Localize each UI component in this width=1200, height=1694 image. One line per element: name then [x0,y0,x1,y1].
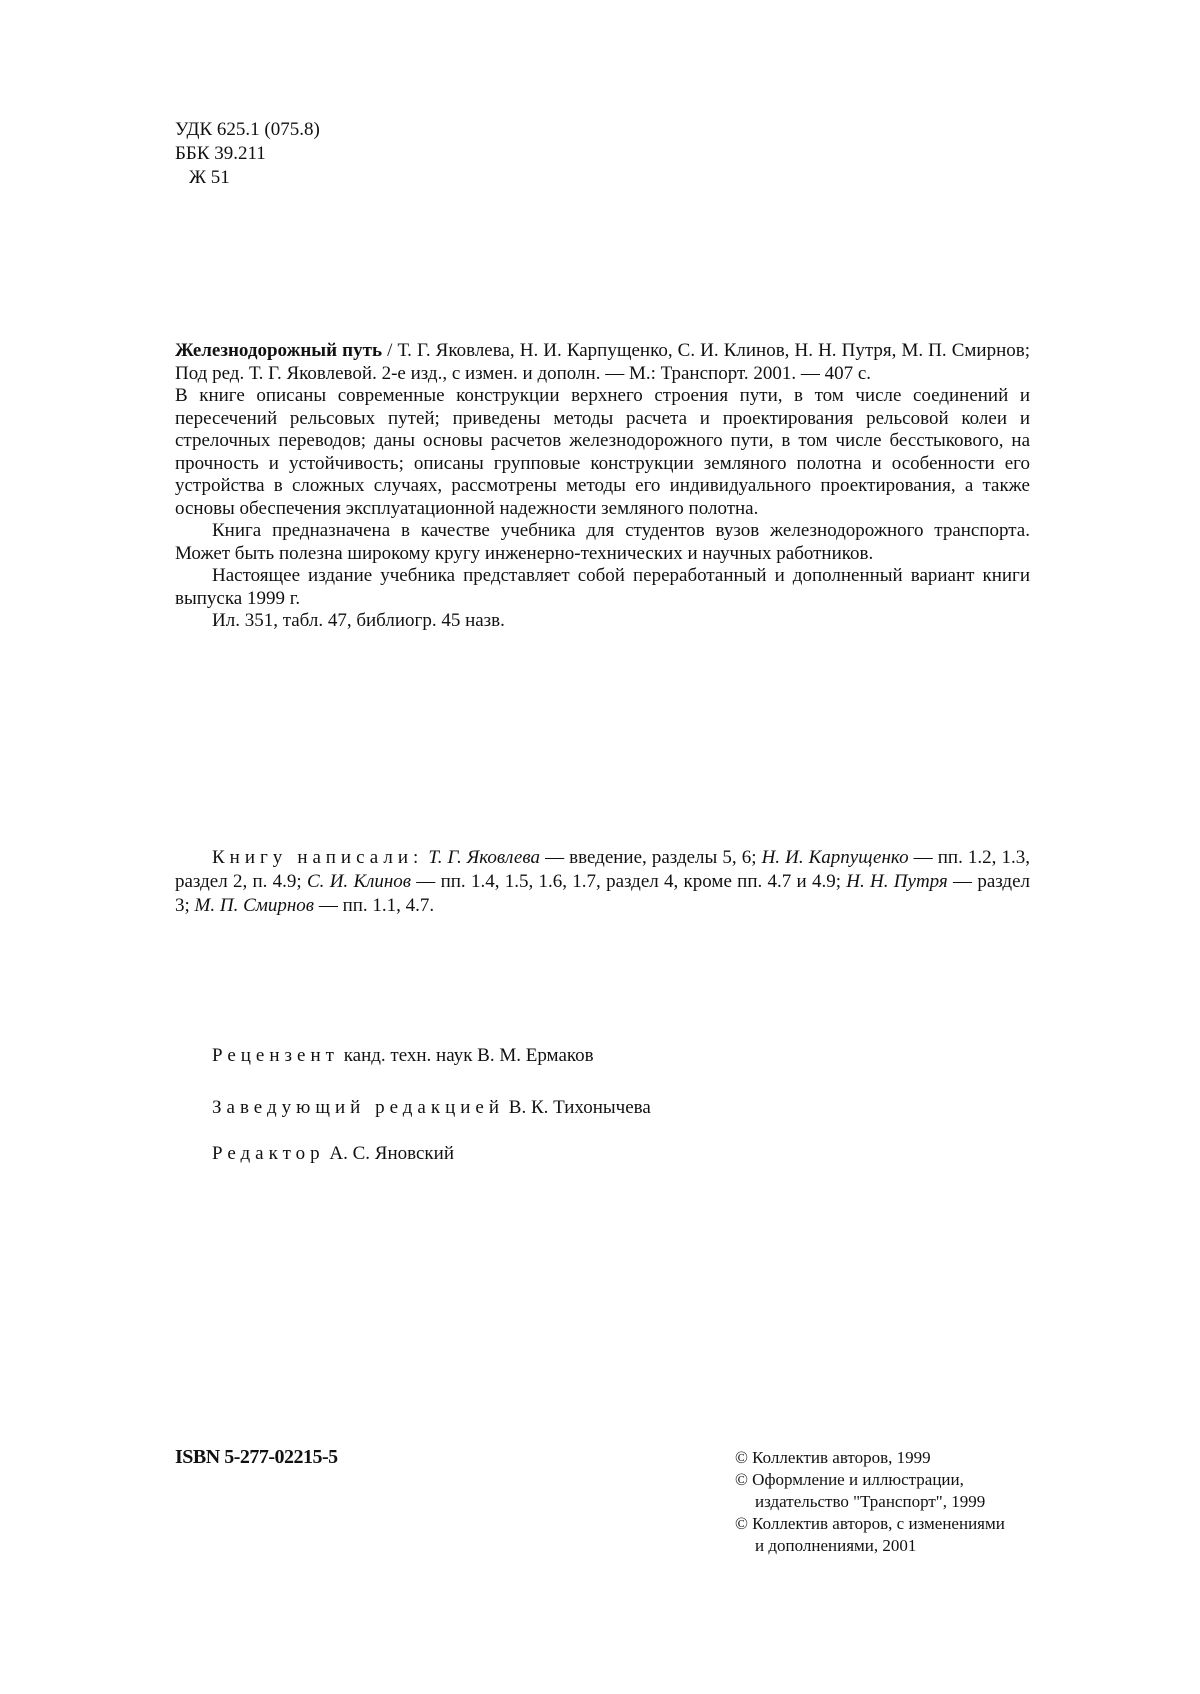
udk-code: УДК 625.1 (075.8) [175,119,320,140]
bbk-code: ББК 39.211 [175,143,266,164]
classification-codes [175,118,320,190]
annotation-paragraph-4: Ил. 351, табл. 47, библиогр. 45 назв. [212,610,505,631]
authors-block [175,846,1030,918]
author-name-2: Н. И. Карпущенко [761,847,909,868]
bibliographic-details: / Т. Г. Яковлева, Н. И. Карпущенко, С. И. Клинов, Н. Н. Путря, М. П. Смирнов; Под ред. Т. Г. Яковлевой. 2-е изд., с измен. и дополн. — М.: Транспорт. 2001. — 407 с. [175,340,1031,384]
editor-line [212,1142,454,1166]
author-name-3: С. И. Клинов [307,871,412,892]
editor-value: А. С. Яновский [324,1143,454,1164]
head-editor-value: В. К. Тихонычева [504,1097,651,1118]
annotation-paragraph-2: Книга предназначена в качестве учебника для студентов вузов железнодорожного транспорта. Может быть полезна широкому кругу инженерно-технических и научных работников. [175,520,1030,564]
reviewer-value: канд. техн. наук В. М. Ермаков [338,1045,594,1066]
annotation-paragraph-3: Настоящее издание учебника представляет собой переработанный и дополненный вариант книги выпуска 1999 г. [175,565,1030,609]
author-part-4: — раздел 3; [175,871,1030,916]
author-part-3: — пп. 1.4, 1.5, 1.6, 1.7, раздел 4, кроме пп. 4.7 и 4.9; [411,871,847,892]
copyright-line-2: © Оформление и иллюстрации, [735,1470,964,1489]
isbn: ISBN 5-277-02215-5 [175,1446,338,1468]
head-editor-line [212,1096,651,1120]
author-part-2: — пп. 1.2, 1.3, раздел 2, п. 4.9; [175,847,1030,892]
author-name-4: Н. Н. Путря [846,871,948,892]
author-name-5: М. П. Смирнов [194,895,315,916]
book-title: Железнодорожный путь [175,340,383,361]
authors-label: Книгу написали: [212,847,424,868]
author-part-5: — пп. 1.1, 4.7. [314,895,435,916]
author-mark: Ж 51 [189,167,230,188]
copyright-line-4: © Коллектив авторов, с изменениями [735,1514,1005,1533]
copyright-block [735,1447,1005,1557]
annotation-block [175,340,1030,633]
copyright-line-5: и дополнениями, 2001 [755,1536,917,1555]
annotation-paragraph-1: В книге описаны современные конструкции верхнего строения пути, в том числе соединений и пересечений рельсовых путей; приведены методы расчета и проектирования рельсовой колеи и стрелочных переводов; даны основы расчетов железнодорожного пути, в том числе бесстыкового, на прочность и устойчивость; описаны групповые конструкции земляного полотна и особенности его устройства в сложных случаях, рассмотрены методы его индивидуального проектирования, а также основы обеспечения эксплуатационной надежности земляного полотна. [175,385,1030,519]
editor-label: Редактор [212,1143,325,1164]
author-part-1: — введение, разделы 5, 6; [539,847,762,868]
copyright-line-1: © Коллектив авторов, 1999 [735,1448,931,1467]
reviewer-line [212,1044,594,1068]
head-editor-label: Заведующий редакцией [212,1097,505,1118]
author-name-1: Т. Г. Яковлева [428,847,540,868]
reviewer-label: Рецензент [212,1045,339,1066]
bibliographic-record [175,340,1030,385]
copyright-line-3: издательство "Транспорт", 1999 [755,1492,986,1511]
